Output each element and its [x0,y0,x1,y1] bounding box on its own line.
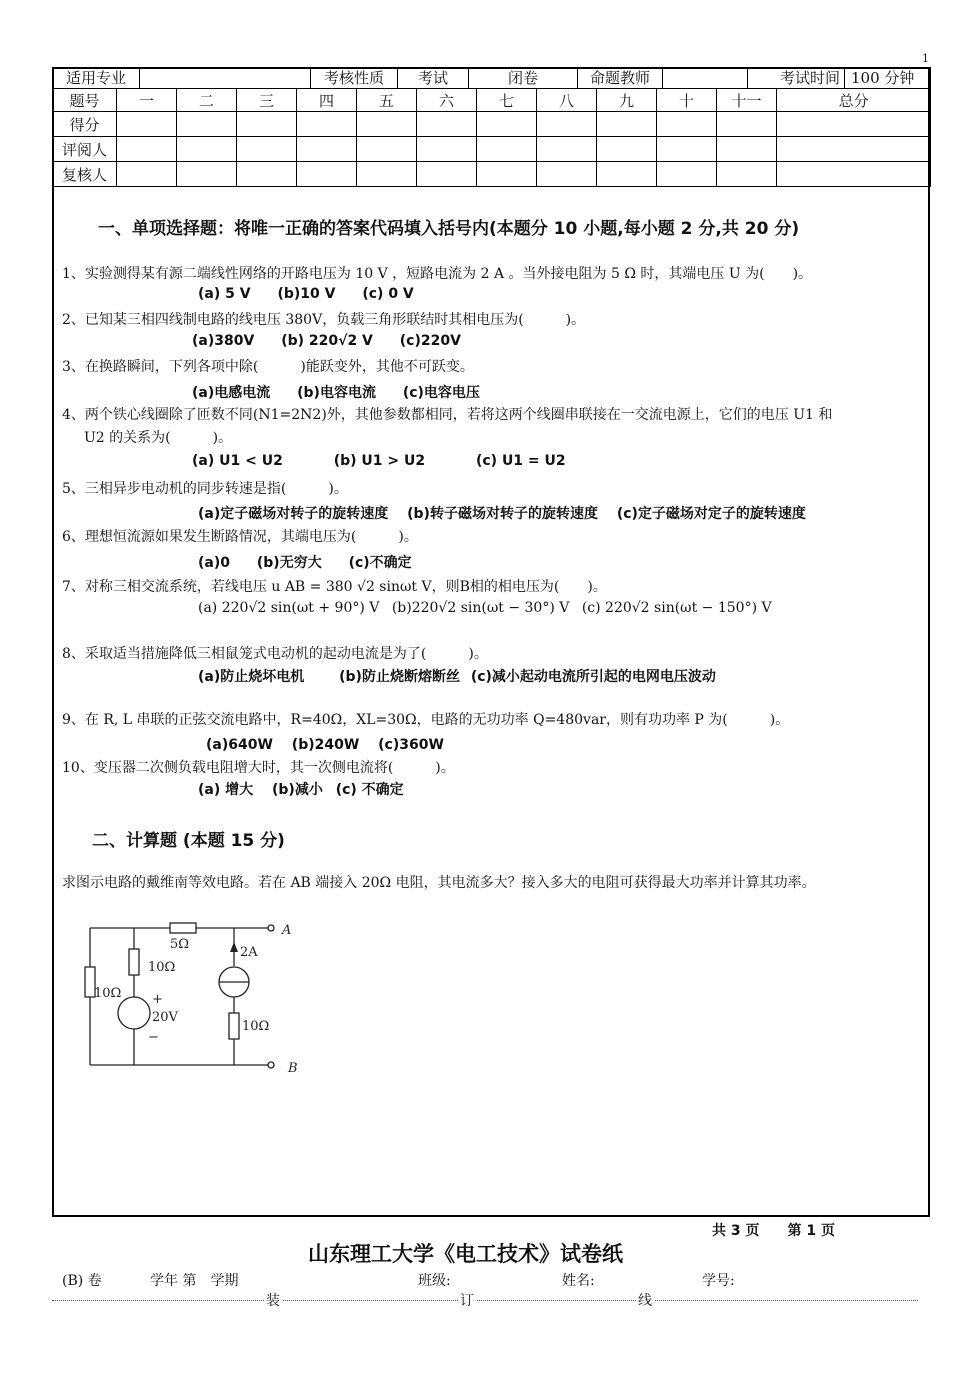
question-7-options [198,600,772,616]
label-10ohm-left: 10Ω [94,986,122,1001]
checker-cell[interactable] [417,162,477,187]
question-3-options [192,382,502,402]
option-c[interactable]: (c)360W [378,737,444,753]
option-a[interactable]: (a)定子磁场对转子的旋转速度 [198,506,389,522]
closed-book: 闭卷 [469,68,578,88]
question-number-row [53,89,931,112]
score-cell[interactable] [237,112,297,137]
section2-problem: 求图示电路的戴维南等效电路。若在 AB 端接入 20Ω 电阻，其电流多大？接入多大的电阻可获得最大功率并计算其功率。 [62,875,816,891]
option-b[interactable]: (b) 220√2 V [281,333,373,349]
reviewer-cell[interactable] [177,137,237,162]
option-a[interactable]: (a)电感电流 [192,385,271,401]
row-label-score: 得分 [53,112,117,137]
qnum-cell: 十 [657,89,717,112]
checker-total-cell[interactable] [777,162,931,187]
question-1-options [198,286,436,302]
checker-cell[interactable] [297,162,357,187]
qnum-cell: 八 [537,89,597,112]
option-c[interactable]: (c) U1 = U2 [475,453,566,469]
question-4-line2: U2 的关系为( )。 [84,430,233,446]
total-label: 总分 [777,89,931,112]
label-20v: 20V [152,1010,178,1025]
nature-value: 考试 [398,68,469,88]
section2-title: 二、计算题 (本题 15 分) [92,831,285,851]
qnum-cell: 一 [117,89,177,112]
qnum-cell: 九 [597,89,657,112]
question-2-options [192,333,483,349]
label-2a: 2A [240,945,258,960]
option-b[interactable]: (b)电容电流 [297,385,376,401]
qnum-cell: 七 [477,89,537,112]
label-10ohm-right: 10Ω [242,1019,270,1034]
page-count: 共 3 页 第 1 页 [712,1223,835,1239]
binding-mark-2: 订 [458,1290,476,1310]
score-cell[interactable] [717,112,777,137]
checker-cell[interactable] [357,162,417,187]
question-10-options [198,779,426,799]
terminal-b: B [288,1061,298,1076]
score-row [53,112,931,137]
qnum-cell: 五 [357,89,417,112]
reviewer-cell[interactable] [237,137,297,162]
checker-row [53,162,931,187]
reviewer-row [53,137,931,162]
option-c[interactable]: (c)不确定 [348,555,412,571]
student-id-label: 学号: [702,1273,735,1289]
qnum-cell: 十一 [717,89,777,112]
option-b[interactable]: (b)转子磁场对转子的旋转速度 [407,506,598,522]
row-label-checker: 复核人 [53,162,117,187]
score-cell[interactable] [117,112,177,137]
exam-info-row [53,68,931,89]
option-b[interactable]: (b)220√2 sin(ωt − 30°) V [391,600,570,616]
qnum-cell: 六 [417,89,477,112]
option-c[interactable]: (c)220V [399,333,461,349]
teacher-label: 命题教师 [578,68,663,88]
row-label-reviewer: 评阅人 [53,137,117,162]
reviewer-cell[interactable] [657,137,717,162]
score-cell[interactable] [297,112,357,137]
option-c[interactable]: (c) 0 V [362,286,414,302]
question-5: 5、三相异步电动机的同步转速是指( )。 [62,481,348,497]
row-label-qnum: 题号 [53,89,117,112]
question-3: 3、在换路瞬间，下列各项中除( )能跃变外，其他不可跃变。 [62,359,474,375]
option-b[interactable]: (b) U1 > U2 [333,453,426,469]
option-b[interactable]: (b)防止烧断熔断丝 [339,669,460,685]
question-4-options [192,453,588,469]
option-c[interactable]: (c) 不确定 [335,782,404,798]
time-value: 100 分钟 [851,69,915,87]
question-1: 1、实验测得某有源二端线性网络的开路电压为 10 V ，短路电流为 2 A 。当外接电阻为 5 Ω 时，其端电压 U 为( )。 [62,266,813,282]
question-10: 10、变压器二次侧负载电阻增大时，其一次侧电流将( )。 [62,760,455,776]
question-9-options [206,737,466,753]
time-label: 考试时间 [748,68,845,88]
option-a[interactable]: (a)640W [206,737,273,753]
major-field[interactable] [140,68,311,88]
qnum-cell: 二 [177,89,237,112]
reviewer-cell[interactable] [597,137,657,162]
score-table [52,67,931,187]
option-c[interactable]: (c)电容电压 [402,385,480,401]
question-6: 6、理想恒流源如果发生断路情况，其端电压为( )。 [62,529,418,545]
question-2: 2、已知某三相四线制电路的线电压 380V，负载三角形联结时其相电压为( )。 [62,312,586,328]
exam-title: 山东理工大学《电工技术》试卷纸 [308,1242,623,1266]
paper-version: (B) 卷 [62,1273,102,1289]
checker-cell[interactable] [477,162,537,187]
circuit-diagram [78,915,318,1080]
option-b[interactable]: (b)10 V [277,286,336,302]
question-7: 7、对称三相交流系统，若线电压 u AB = 380 √2 sinωt V，则B相的相电压为( )。 [62,579,607,595]
reviewer-cell[interactable] [417,137,477,162]
score-cell[interactable] [417,112,477,137]
label-5ohm: 5Ω [170,937,190,952]
semester: 学年 第 学期 [150,1273,239,1289]
checker-cell[interactable] [537,162,597,187]
option-a[interactable]: (a)380V [192,333,255,349]
name-label: 姓名: [562,1273,595,1289]
qnum-cell: 三 [237,89,297,112]
option-a[interactable]: (a) 增大 [198,782,254,798]
question-4: 4、两个铁心线圈除了匝数不同(N1=2N2)外，其他参数都相同，若将这两个线圈串联接在一交流电源上，它们的电压 U1 和 [62,407,833,423]
qnum-cell: 四 [297,89,357,112]
checker-cell[interactable] [237,162,297,187]
major-label: 适用专业 [53,68,140,88]
score-cell[interactable] [477,112,537,137]
question-8: 8、采取适当措施降低三相鼠笼式电动机的起动电流是为了( )。 [62,646,488,662]
checker-cell[interactable] [657,162,717,187]
label-plus: + [152,992,163,1007]
checker-cell[interactable] [177,162,237,187]
reviewer-cell[interactable] [537,137,597,162]
option-a[interactable]: (a)防止烧坏电机 [198,669,305,685]
question-9: 9、在 R, L 串联的正弦交流电路中，R=40Ω，XL=30Ω，电路的无功功率 Q=480var，则有功功率 P 为( )。 [62,712,790,728]
option-a[interactable]: (a) 5 V [198,286,251,302]
reviewer-cell[interactable] [717,137,777,162]
reviewer-cell[interactable] [357,137,417,162]
nature-label: 考核性质 [311,68,398,88]
binding-mark-3: 线 [636,1290,654,1310]
score-cell[interactable] [357,112,417,137]
option-b[interactable]: (b)无穷大 [256,555,322,571]
reviewer-total-cell[interactable] [777,137,931,162]
teacher-field[interactable] [663,68,748,88]
score-cell[interactable] [597,112,657,137]
checker-cell[interactable] [117,162,177,187]
label-minus: − [148,1030,159,1045]
question-8-options [198,666,738,686]
reviewer-cell[interactable] [477,137,537,162]
option-c[interactable]: (c)定子磁场对定子的旋转速度 [616,506,806,522]
option-c[interactable]: (c) 220√2 sin(ωt − 150°) V [581,600,772,616]
reviewer-cell[interactable] [117,137,177,162]
class-label: 班级: [418,1273,451,1289]
question-6-options [198,552,434,572]
option-a[interactable]: (a) 220√2 sin(ωt + 90°) V [198,600,380,616]
score-cell[interactable] [177,112,237,137]
option-a[interactable]: (a) U1 < U2 [192,453,283,469]
question-5-options [198,503,806,523]
reviewer-cell[interactable] [297,137,357,162]
binding-line [52,1300,918,1302]
option-a[interactable]: (a)0 [198,555,230,571]
checker-cell[interactable] [717,162,777,187]
option-c[interactable]: (c)减小起动电流所引起的电网电压波动 [470,669,716,685]
label-10ohm-middle: 10Ω [148,960,176,975]
page-number: 1 [922,52,929,65]
option-b[interactable]: (b)240W [291,737,360,753]
section1-title: 一、单项选择题：将唯一正确的答案代码填入括号内(本题分 10 小题,每小题 2 分,共 20 分) [98,219,800,239]
score-cell[interactable] [657,112,717,137]
checker-cell[interactable] [597,162,657,187]
option-b[interactable]: (b)减小 [272,782,323,798]
current-arrow-icon [230,942,238,952]
total-score-cell[interactable] [777,112,931,137]
score-cell[interactable] [537,112,597,137]
binding-mark-1: 装 [264,1290,282,1310]
terminal-a: A [282,923,292,938]
